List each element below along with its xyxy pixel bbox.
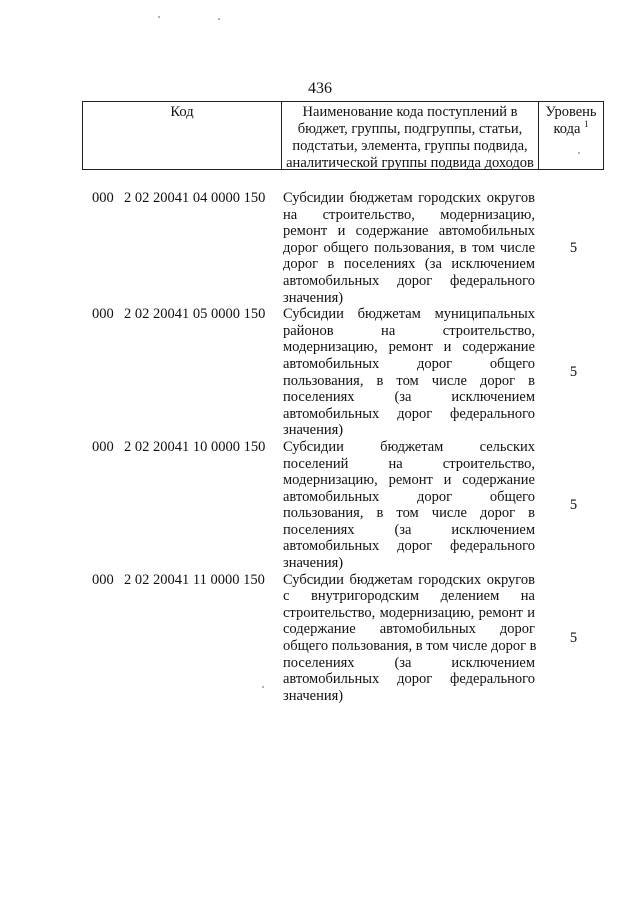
revenue-name-line: модернизацию, ремонт и содержание [283, 339, 535, 356]
revenue-name-line: Субсидии бюджетам сельских [283, 438, 535, 455]
revenue-name-line: автомобильных дорог федерального [283, 538, 535, 555]
revenue-name-line: дорог общего пользования, в том числе [283, 239, 535, 256]
revenue-name-line: с внутригородским делением на [283, 588, 535, 605]
admin-code: 000 [92, 190, 114, 206]
table-row [82, 190, 604, 306]
code-level: 5 [569, 364, 578, 381]
header-name-line: Наименование кода поступлений в [302, 104, 518, 120]
revenue-name-line: Субсидии бюджетам городских округов [283, 571, 535, 588]
revenue-name-line: пользования, в том числе дорог в [283, 372, 535, 389]
revenue-code: 2 02 20041 05 0000 150 [124, 306, 266, 323]
revenue-name-line: на строительство, модернизацию, [283, 206, 535, 223]
revenue-name-line: поселениях (за исключением [283, 654, 535, 671]
revenue-name-line: поселениях (за исключением [283, 389, 535, 406]
revenue-name-line: модернизацию, ремонт и содержание [283, 472, 535, 489]
header-level [539, 102, 603, 169]
revenue-name-line: поселениях (за исключением [283, 521, 535, 538]
page-number: 436 [308, 80, 332, 97]
header-level-text: кода [553, 121, 581, 137]
revenue-name-line: автомобильных дорог федерального [283, 272, 535, 289]
header-name-line: аналитической группы подвида доходов [286, 155, 534, 171]
revenue-name-line: районов на строительство, [283, 322, 535, 339]
revenue-name-line: автомобильных дорог общего [283, 488, 535, 505]
revenue-name-line: автомобильных дорог федерального [283, 405, 535, 422]
revenue-name-line: значения) [283, 422, 344, 439]
revenue-name-line: содержание автомобильных дорог [283, 621, 535, 638]
footnote-marker: 1 [584, 119, 589, 129]
revenue-name-line: значения) [283, 555, 344, 572]
header-name [282, 102, 539, 169]
revenue-name-line: ремонт и содержание автомобильных [283, 223, 535, 240]
revenue-name-line: значения) [283, 687, 344, 704]
code-level: 5 [569, 496, 578, 513]
header-name-line: подстатьи, элемента, группы подвида, [292, 138, 528, 154]
revenue-code: 2 02 20041 04 0000 150 [124, 190, 266, 206]
revenue-name-line: автомобильных дорог общего [283, 355, 535, 372]
revenue-name-line: строительство, модернизацию, ремонт и [283, 604, 535, 621]
revenue-name-line: общего пользования, в том числе дорог в [283, 638, 537, 655]
table-body [82, 190, 604, 704]
revenue-name-line: значения) [283, 289, 344, 306]
revenue-name-line: дорог в поселениях (за исключением [283, 256, 535, 273]
revenue-code: 2 02 20041 11 0000 150 [124, 571, 265, 588]
header-level-line [539, 121, 603, 138]
table-row [82, 572, 604, 705]
revenue-name-line: Субсидии бюджетам городских округов [283, 190, 535, 206]
revenue-name-line: Субсидии бюджетам муниципальных [283, 306, 535, 323]
header-code: Код [83, 102, 282, 169]
scan-speck [158, 16, 160, 18]
header-name-line: бюджет, группы, подгруппы, статьи, [297, 121, 523, 137]
revenue-name [282, 190, 535, 306]
header-level-line: Уровень [545, 104, 597, 120]
code-level: 5 [569, 629, 578, 646]
admin-code: 000 [92, 438, 114, 455]
revenue-name [282, 439, 535, 572]
admin-code: 000 [92, 306, 114, 323]
revenue-name-line: автомобильных дорог федерального [283, 671, 535, 688]
scan-speck [218, 18, 220, 20]
table-row [82, 306, 604, 439]
table-header [82, 101, 604, 170]
revenue-name-line: пользования, в том числе дорог в [283, 505, 535, 522]
revenue-name [282, 306, 535, 439]
table-row [82, 439, 604, 572]
revenue-name [282, 572, 535, 705]
revenue-name-line: поселений на строительство, [283, 455, 535, 472]
revenue-code: 2 02 20041 10 0000 150 [124, 438, 266, 455]
admin-code: 000 [92, 571, 114, 588]
code-level: 5 [569, 239, 578, 256]
